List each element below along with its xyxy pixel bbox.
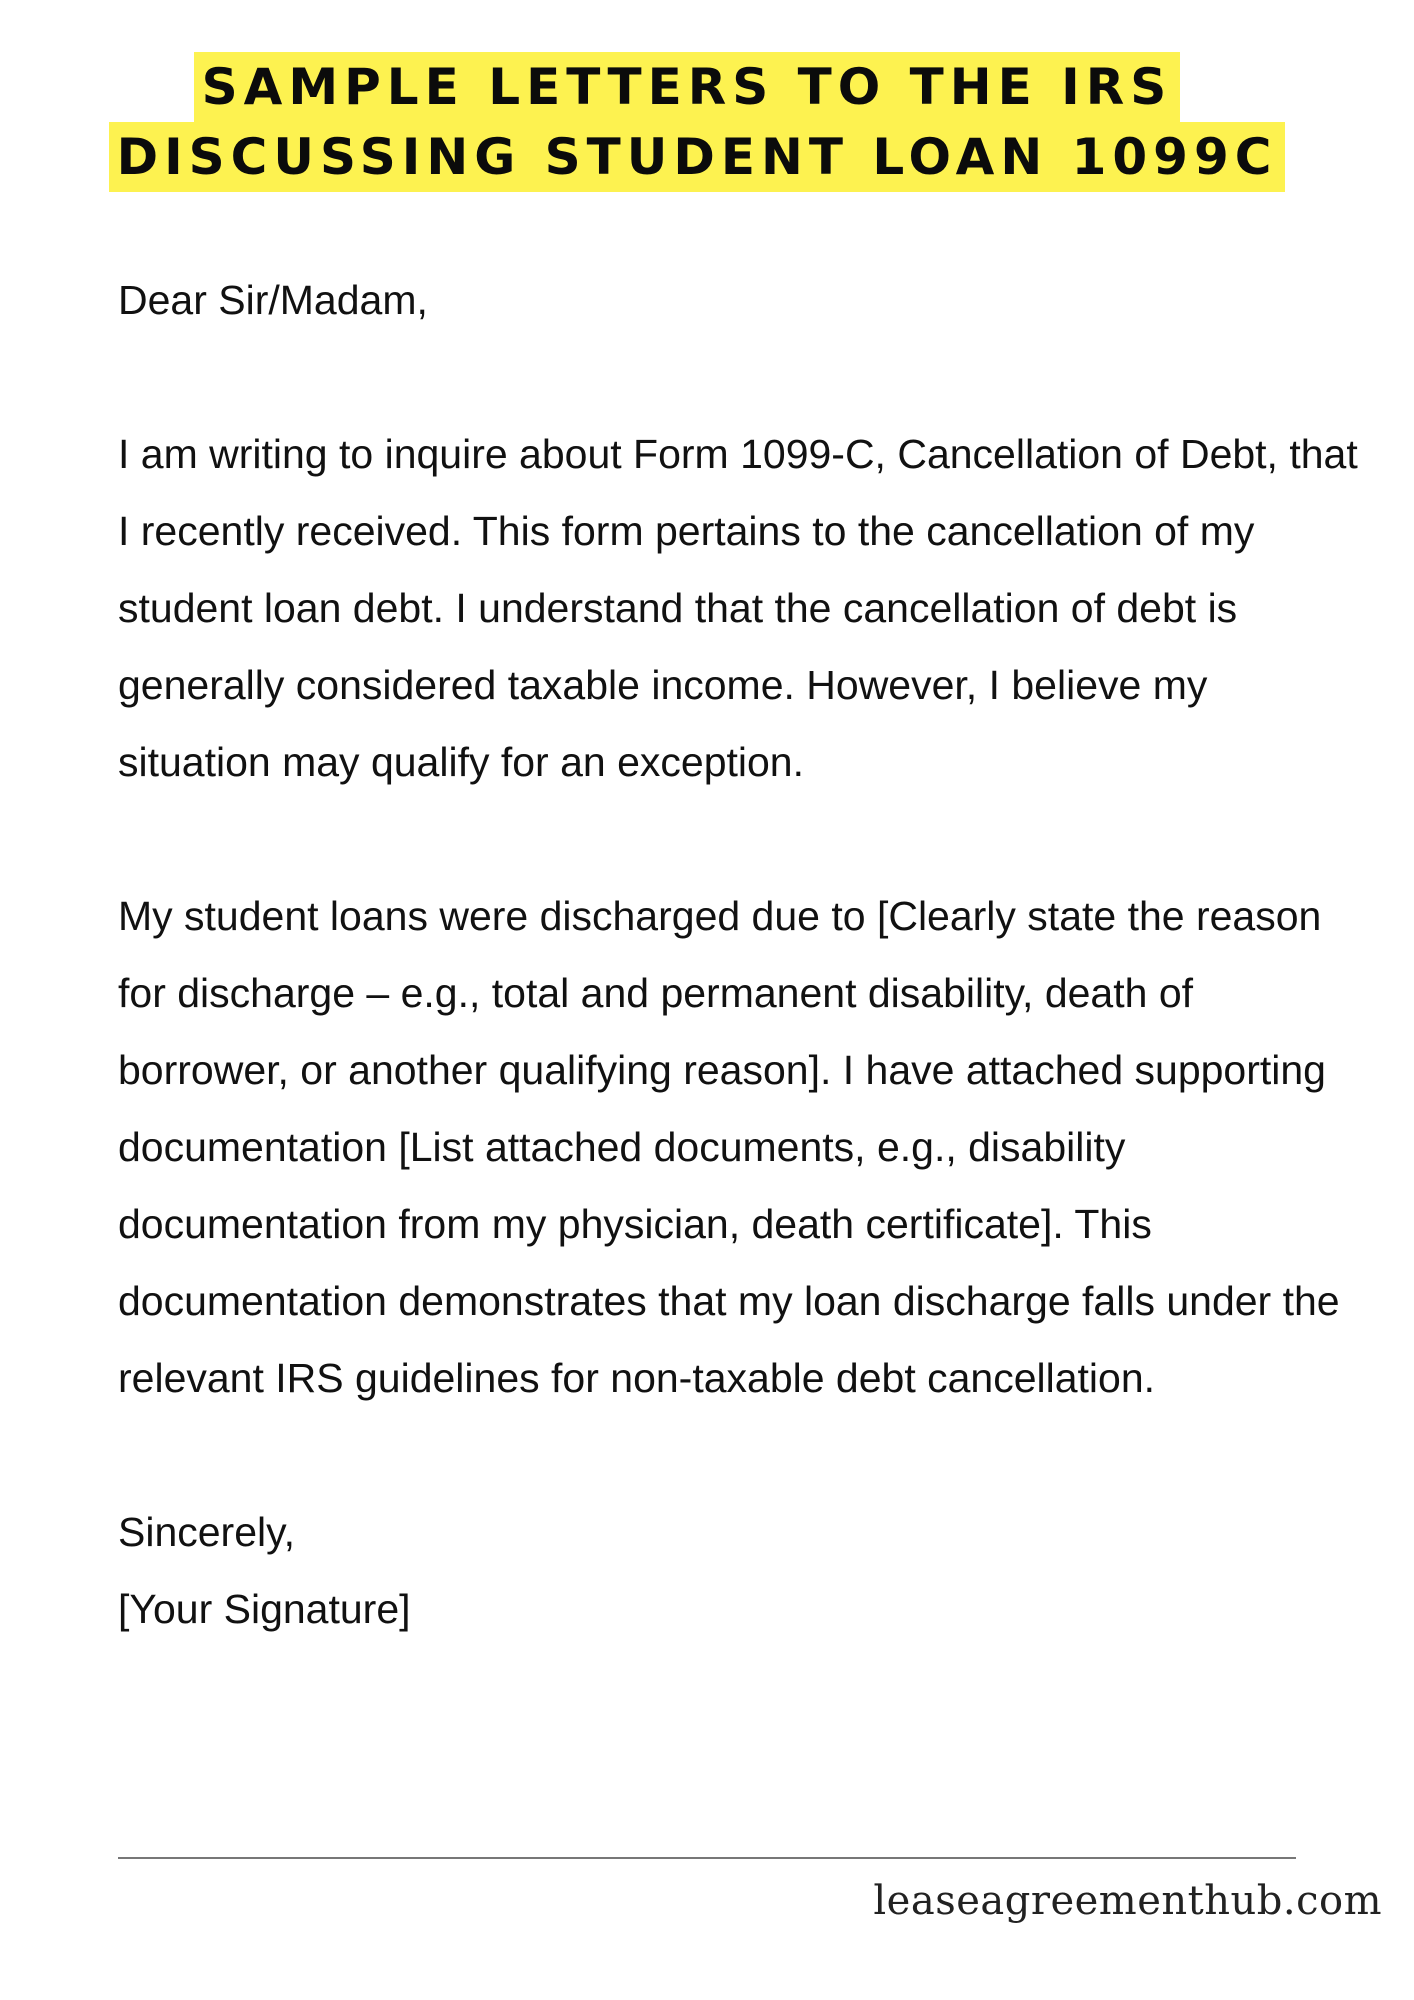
paragraph-gap xyxy=(118,339,1358,416)
footer-site: leaseagreementhub.com xyxy=(873,1878,1382,1924)
signature-placeholder: [Your Signature] xyxy=(118,1586,411,1632)
paragraph-2: My student loans were discharged due to [Clearly state the reason for discharge – e.g., total and permanent disability, death of borrower, or another qualifying reason]. I have attached supporting documentation [List attached documents, e.g., disability documentation from my physician, death certificate]. This documentation demonstrates that my loan discharge falls under the relevant IRS guidelines for non-taxable debt cancellation. xyxy=(118,893,1340,1401)
paragraph-gap xyxy=(118,801,1358,878)
letter-body xyxy=(118,262,1358,1648)
title-line-2: DISCUSSING STUDENT LOAN 1099C xyxy=(109,122,1286,192)
salutation: Dear Sir/Madam, xyxy=(118,277,428,323)
closing: Sincerely, xyxy=(118,1509,295,1555)
page-title xyxy=(0,52,1414,192)
footer-divider xyxy=(118,1857,1296,1859)
paragraph-1: I am writing to inquire about Form 1099-C, Cancellation of Debt, that I recently received. This form pertains to the cancellation of my student loan debt. I understand that the cancellation of debt is generally considered taxable income. However, I believe my situation may qualify for an exception. xyxy=(118,431,1358,785)
title-line-1: SAMPLE LETTERS TO THE IRS xyxy=(194,52,1181,122)
paragraph-gap xyxy=(118,1417,1358,1494)
